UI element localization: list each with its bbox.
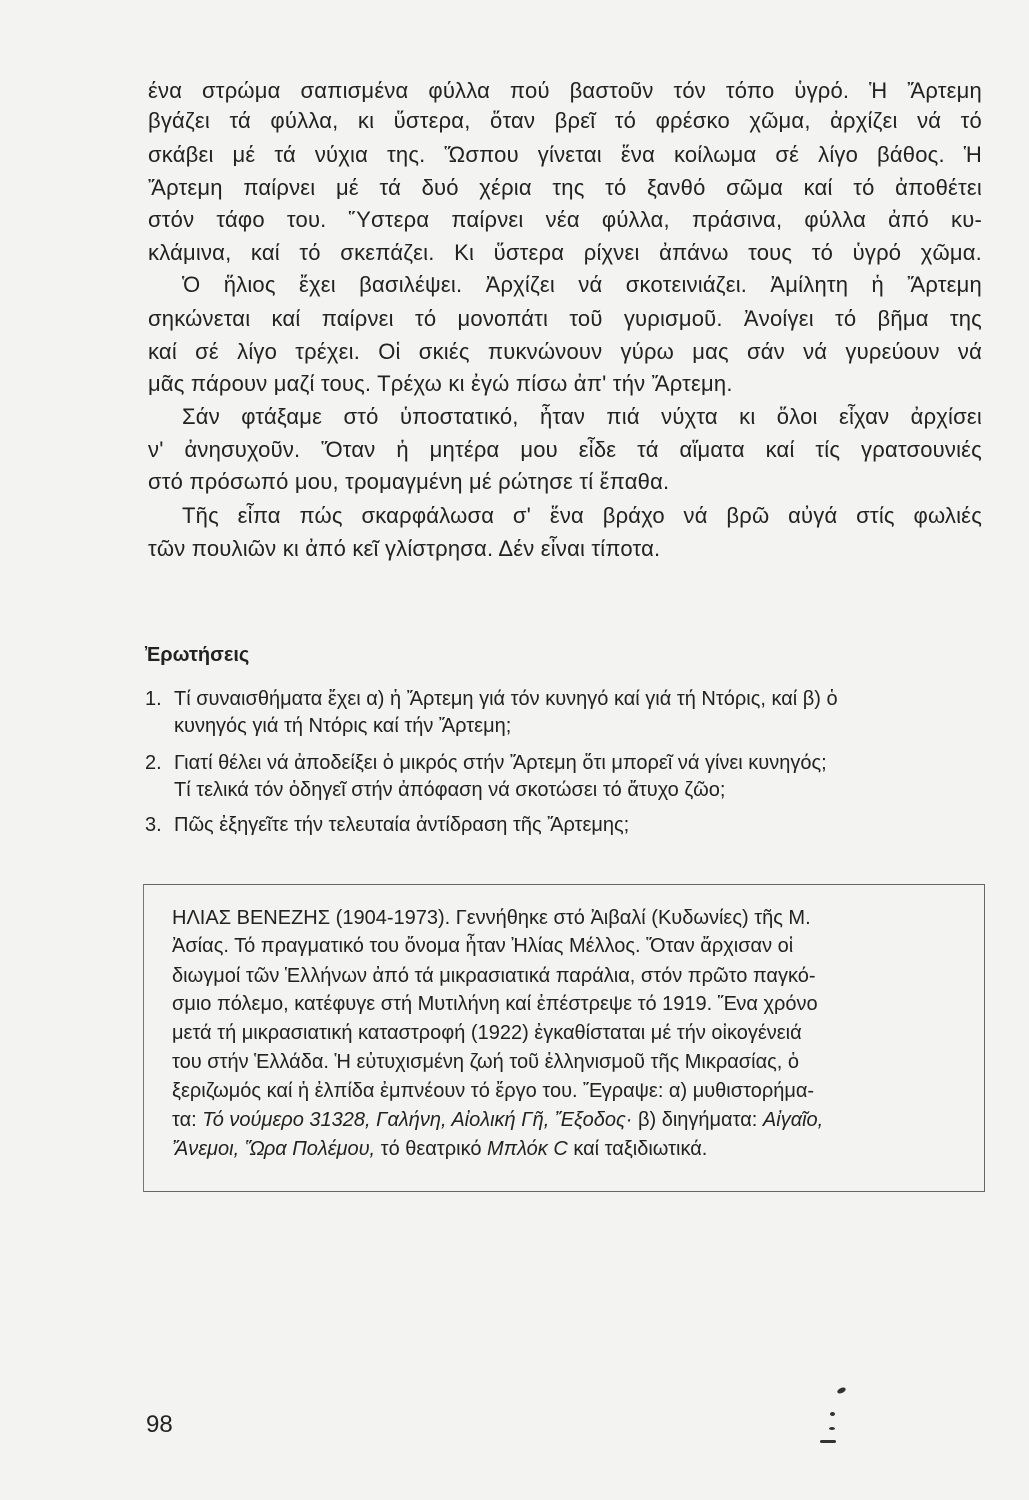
questions-heading: Ἐρωτήσεις — [145, 644, 250, 666]
story-title: Αἰγαῖο, — [762, 1109, 824, 1131]
narrative-line: στό πρόσωπό μου, τρομαγμένη μέ ρώτησε τί ἔπαθα. — [148, 469, 670, 494]
question-text: Πῶς ἐξηγεῖτε τήν τελευταία ἀντίδραση τῆς Ἄρτεμης; — [174, 814, 630, 836]
bio-line: Ἀσίας. Τό πραγματικό του ὄνομα ἦταν Ἠλίας Μέλλος. Ὅταν ἄρχισαν οἱ — [172, 935, 794, 957]
question-text: Τί συναισθήματα ἔχει α) ἡ Ἄρτεμη γιά τόν κυνηγό καί γιά τή Ντόρις, καί β) ὁ — [174, 688, 838, 710]
narrative-line: κλάμινα, καί τό σκεπάζει. Κι ὕστερα ρίχνει ἀπάνω τους τό ὑγρό χῶμα. — [148, 240, 982, 265]
question-number: 2. — [145, 752, 162, 774]
bio-text: τό θεατρικό — [375, 1138, 488, 1160]
narrative-line: στόν τάφο του. Ὕστερα παίρνει νέα φύλλα, πράσινα, φύλλα ἀπό κυ- — [148, 207, 982, 232]
bio-text: τα: — [172, 1109, 203, 1131]
narrative-line: Ἄρτεμη παίρνει μέ τά δυό χέρια της τό ξανθό σῶμα καί τό ἀποθέτει — [148, 175, 982, 200]
scan-smudge — [836, 1386, 846, 1394]
narrative-line: Τῆς εἶπα πώς σκαρφάλωσα σ' ἕνα βράχο νά βρῶ αὐγά στίς φωλιές — [182, 503, 982, 528]
narrative-line: ν' ἀνησυχοῦν. Ὅταν ἡ μητέρα μου εἶδε τά αἵματα καί τίς γρατσουνιές — [148, 437, 982, 462]
scan-smudge — [820, 1440, 836, 1443]
bio-text: β) διηγήματα: — [632, 1109, 763, 1131]
question-text: κυνηγός γιά τή Ντόρις καί τήν Ἄρτεμη; — [174, 715, 512, 737]
scan-smudge — [830, 1412, 835, 1416]
bio-line: ΗΛΙΑΣ ΒΕΝΕΖΗΣ (1904-1973). Γεννήθηκε στό Ἀιβαλί (Κυδωνίες) τῆς Μ. — [172, 907, 811, 929]
bio-line — [172, 1106, 964, 1134]
narrative-line: βγάζει τά φύλλα, κι ὕστερα, ὅταν βρεῖ τό φρέσκο χῶμα, ἀρχίζει νά τό — [148, 108, 982, 133]
narrative-line: ένα στρώμα σαπισμένα φύλλα πού βαστοῦν τόν τόπο ὑγρό. Ἡ Ἄρτεμη — [148, 78, 982, 103]
story-titles: Ἄνεμοι, Ὥρα Πολέμου, — [172, 1138, 376, 1160]
narrative-line: τῶν πουλιῶν κι ἀπό κεῖ γλίστρησα. Δέν εἶναι τίποτα. — [148, 536, 661, 561]
question-number: 3. — [145, 814, 162, 836]
question-text: Τί τελικά τόν ὁδηγεῖ στήν ἀπόφαση νά σκοτώσει τό ἄτυχο ζῶο; — [174, 779, 726, 801]
scan-smudge — [829, 1427, 835, 1430]
narrative-line: σκάβει μέ τά νύχια της. Ὥσπου γίνεται ἕνα κοίλωμα σέ λίγο βάθος. Ἡ — [148, 142, 982, 167]
bio-line: σμιο πόλεμο, κατέφυγε στή Μυτιλήνη καί ἐπέστρεψε τό 1919. Ἕνα χρόνο — [172, 993, 818, 1015]
bio-line: ξεριζωμός καί ἡ ἐλπίδα ἐμπνέουν τό ἔργο του. Ἔγραψε: α) μυθιστορήμα- — [172, 1080, 815, 1102]
narrative-line: σηκώνεται καί παίρνει τό μονοπάτι τοῦ γυρισμοῦ. Ἀνοίγει τό βῆμα της — [148, 306, 982, 331]
bio-line: διωγμοί τῶν Ἑλλήνων ἀπό τά μικρασιατικά παράλια, στόν πρῶτο παγκό- — [172, 965, 816, 987]
bio-line: μετά τή μικρασιατική καταστροφή (1922) ἐγκαθίσταται μέ τήν οἰκογένειά — [172, 1022, 802, 1044]
narrative-line: Σάν φτάξαμε στό ὑποστατικό, ἦταν πιά νύχτα κι ὅλοι εἶχαν ἀρχίσει — [182, 404, 982, 429]
question-text: Γιατί θέλει νά ἀποδείξει ὁ μικρός στήν Ἄρτεμη ὅτι μπορεῖ νά γίνει κυνηγός; — [174, 752, 827, 774]
play-title: Μπλόκ C — [487, 1138, 568, 1160]
narrative-line: μᾶς πάρουν μαζί τους. Τρέχω κι ἐγώ πίσω ἀπ' τήν Ἄρτεμη. — [148, 371, 733, 396]
bio-line — [172, 1135, 964, 1163]
bio-text: καί ταξιδιωτικά. — [567, 1138, 708, 1160]
narrative-line: καί σέ λίγο τρέχει. Οἱ σκιές πυκνώνουν γύρω μας σάν νά γυρεύουν νά — [148, 339, 982, 364]
novel-titles: Τό νούμερο 31328, Γαλήνη, Αἰολική Γῆ, Ἔξοδος· — [202, 1109, 633, 1131]
bio-line: του στήν Ἑλλάδα. Ἡ εὐτυχισμένη ζωή τοῦ ἑλληνισμοῦ τῆς Μικρασίας, ὁ — [172, 1051, 800, 1073]
narrative-line: Ὁ ἥλιος ἔχει βασιλέψει. Ἀρχίζει νά σκοτεινιάζει. Ἀμίλητη ἡ Ἄρτεμη — [182, 272, 982, 297]
page-number: 98 — [146, 1411, 173, 1438]
question-number: 1. — [145, 688, 162, 710]
